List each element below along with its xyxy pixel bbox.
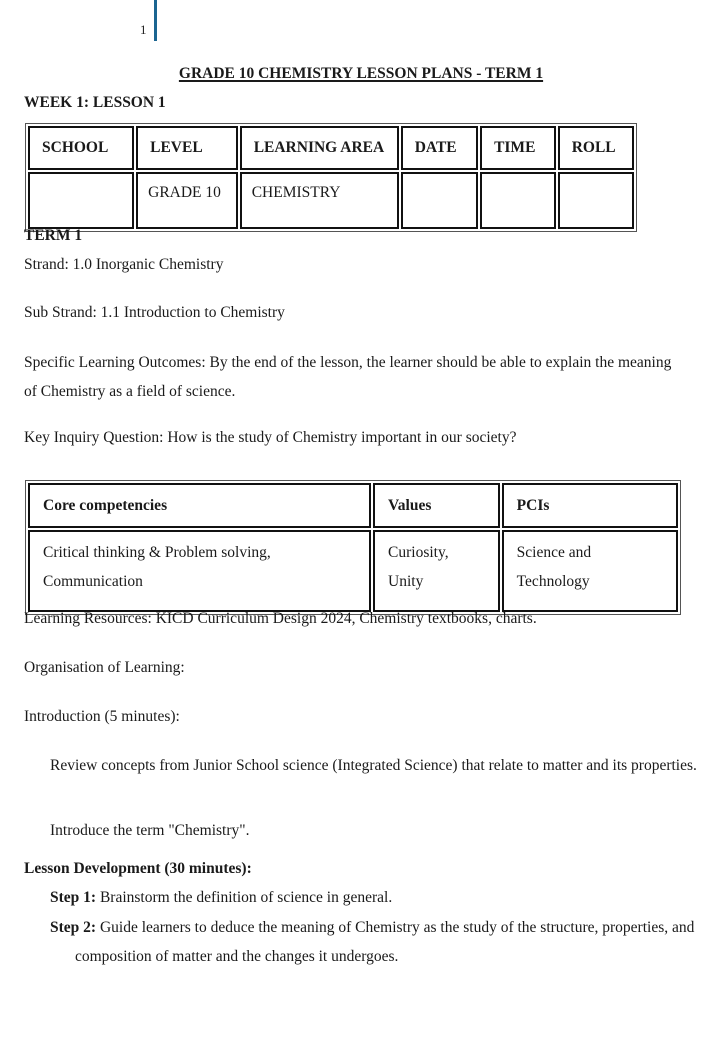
cell-level: GRADE 10 (136, 172, 238, 229)
lesson-step (50, 913, 715, 971)
admin-details-table (25, 123, 637, 232)
cell-learning-area: CHEMISTRY (240, 172, 399, 229)
cell-pcis (502, 530, 678, 612)
cell-time (480, 172, 556, 229)
step-label: Step 2: (50, 919, 97, 936)
header-school: SCHOOL (28, 126, 134, 170)
pci-line: Science and (516, 544, 592, 561)
lesson-development-heading: Lesson Development (30 minutes): (24, 860, 252, 877)
page-number: 1 (140, 22, 147, 37)
header-values: Values (373, 483, 500, 528)
text-cursor-bar (154, 0, 157, 41)
competency-line: Critical thinking & Problem solving, (43, 544, 271, 561)
document-title: GRADE 10 CHEMISTRY LESSON PLANS - TERM 1 (178, 65, 544, 82)
step-text: Brainstorm the definition of science in general. (96, 889, 393, 906)
value-line: Unity (388, 573, 424, 590)
table-header-row (28, 483, 678, 528)
pci-line: Technology (516, 573, 590, 590)
key-inquiry-question: Key Inquiry Question: How is the study of Chemistry important in our society? (24, 429, 517, 446)
step-text: Guide learners to deduce the meaning of Chemistry as the study of the structure, properties, and composition of matter and the changes it undergoes. (75, 919, 695, 965)
strand-text: Strand: 1.0 Inorganic Chemistry (24, 256, 224, 273)
header-core-competencies: Core competencies (28, 483, 371, 528)
competencies-table (25, 480, 681, 615)
competency-line: Communication (43, 573, 143, 590)
header-learning-area: LEARNING AREA (240, 126, 399, 170)
table-row (28, 172, 634, 229)
cell-core-competencies (28, 530, 371, 612)
header-date: DATE (401, 126, 478, 170)
specific-learning-outcomes: Specific Learning Outcomes: By the end of the lesson, the learner should be able to explain the meaning of Chemistry as a field of science. (24, 354, 672, 400)
table-row (28, 530, 678, 612)
week-heading: WEEK 1: LESSON 1 (24, 94, 166, 111)
cell-values (373, 530, 500, 612)
introduction-heading: Introduction (5 minutes): (24, 708, 180, 725)
cell-date (401, 172, 478, 229)
table-header-row (28, 126, 634, 170)
introduction-item: Review concepts from Junior School science (Integrated Science) that relate to matter and its properties. (50, 757, 697, 774)
cell-roll (558, 172, 634, 229)
lesson-step (50, 883, 715, 912)
header-pcis: PCIs (502, 483, 678, 528)
header-time: TIME (480, 126, 556, 170)
organisation-of-learning: Organisation of Learning: (24, 659, 185, 676)
learning-resources: Learning Resources: KICD Curriculum Design 2024, Chemistry textbooks, charts. (24, 610, 537, 627)
term-label: TERM 1 (24, 227, 83, 244)
header-level: LEVEL (136, 126, 238, 170)
value-line: Curiosity, (388, 544, 449, 561)
sub-strand-text: Sub Strand: 1.1 Introduction to Chemistry (24, 304, 285, 321)
header-roll: ROLL (558, 126, 634, 170)
step-label: Step 1: (50, 889, 97, 906)
cell-school (28, 172, 134, 229)
introduction-item: Introduce the term "Chemistry". (50, 822, 250, 839)
